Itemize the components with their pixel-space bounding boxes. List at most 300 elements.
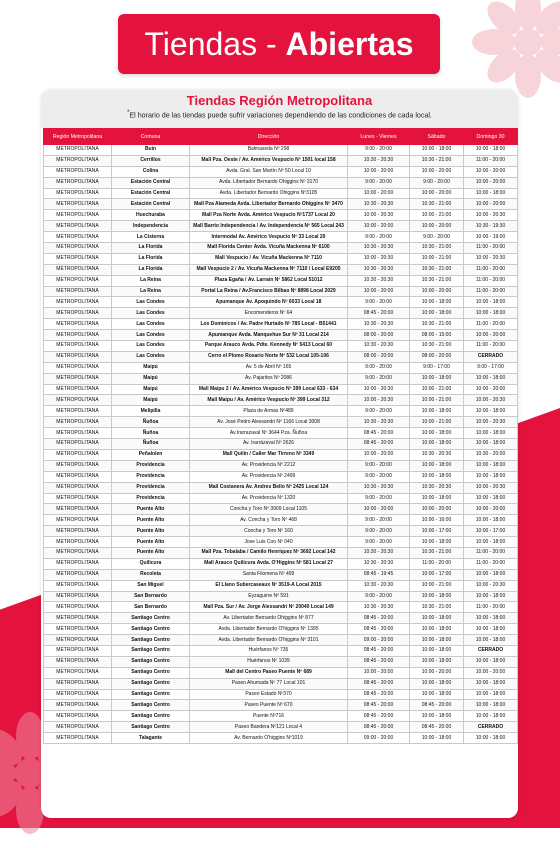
cell-direccion [190, 482, 348, 493]
cell-sunday: 10:00 - 20:30 [464, 482, 518, 493]
address-text: Paseo Puente Nº 670 [244, 701, 293, 708]
cell-direccion [190, 351, 348, 362]
cell-weekdays: 9:00 - 20:00 [348, 460, 410, 471]
cell-direccion [190, 602, 348, 613]
cell-region: METROPOLITANA [44, 689, 112, 700]
cell-direccion [190, 253, 348, 264]
cell-sunday: 10:00 - 18:00 [464, 678, 518, 689]
cell-region: METROPOLITANA [44, 526, 112, 537]
cell-sunday: 10:00 - 18:00 [464, 471, 518, 482]
address-text: Av. 5 de Abril Nº 165 [245, 364, 292, 371]
address-text: Avda. Américo Vespucio Nº1737 Local 20 [237, 211, 335, 218]
mall-name: Apumanque [215, 298, 245, 305]
address-text: Avda. Pdte. Kennedy Nº 5413 Local 60 [241, 342, 333, 349]
cell-region: METROPOLITANA [44, 275, 112, 286]
cell-sunday: 10:00 - 20:00 [464, 384, 518, 395]
cell-weekdays: 10:00 - 20:00 [348, 221, 410, 232]
cell-sunday: 10:00 - 18:00 [464, 635, 518, 646]
cell-direccion [190, 460, 348, 471]
cell-comuna: La Florida [112, 243, 190, 254]
cell-weekdays: 9:00 - 20:00 [348, 537, 410, 548]
address-text: Subercaseaux Nº 3519-A Local 2015 [236, 582, 322, 589]
cell-sunday: 10:00 - 18:00 [464, 656, 518, 667]
table-row [44, 362, 518, 373]
note-text: El horario de las tiendas puede sufrir variaciones dependiendo de las condiciones de cada local. [129, 111, 432, 120]
cell-weekdays: 10:30 - 20:30 [348, 547, 410, 558]
cell-region: METROPOLITANA [44, 155, 112, 166]
mall-name: Mall Pza Alameda [194, 200, 236, 207]
cell-weekdays: 09:00 - 20:00 [348, 733, 410, 744]
cell-direccion [190, 645, 348, 656]
cell-direccion [190, 232, 348, 243]
title-light: Tiendas - [144, 26, 286, 62]
address-text: Plaza de Armas Nº489 [243, 407, 294, 414]
cell-region: METROPOLITANA [44, 297, 112, 308]
cell-weekdays: 08:45 - 19:45 [348, 569, 410, 580]
address-text: Av. Américo Vespucio Nº 1501 local 158 [241, 157, 336, 164]
cell-direccion [190, 558, 348, 569]
cell-sunday: CERRADO [464, 351, 518, 362]
cell-region: METROPOLITANA [44, 264, 112, 275]
table-row [44, 341, 518, 352]
address-text: Av. Bernardo O'higgins Nº1019 [234, 734, 303, 741]
table-row [44, 558, 518, 569]
table-row [44, 449, 518, 460]
address-text: Eyzaguirre Nº 591 [248, 592, 289, 599]
cell-comuna: Maipú [112, 362, 190, 373]
address-text: Concha y Toro Nº 160 [244, 527, 293, 534]
address-text: Paseo Puente Nº 689 [262, 669, 312, 676]
cell-direccion [190, 330, 348, 341]
cell-weekdays: 10:00 - 20:30 [348, 253, 410, 264]
address-text: Avda. Libertador Bernardo Ohiggins Nº3105 [219, 190, 318, 196]
cell-weekdays: 08:00 - 20:00 [348, 330, 410, 341]
address-text: Rosario Norte Nº 532 Local 105-106 [245, 353, 329, 360]
cell-sunday: 10:00 - 18:00 [464, 188, 518, 199]
cell-region: METROPOLITANA [44, 243, 112, 254]
col-header-saturday: Sábado [410, 129, 464, 145]
cell-comuna: Colina [112, 166, 190, 177]
cell-comuna: La Reina [112, 275, 190, 286]
cell-sunday: 10:00 - 18:00 [464, 297, 518, 308]
cell-saturday: 10:00 - 18:00 [410, 493, 464, 504]
cell-comuna: San Bernardo [112, 591, 190, 602]
cell-weekdays: 10:30 - 20:30 [348, 558, 410, 569]
table-row [44, 504, 518, 515]
cell-weekdays: 9:00 - 20:00 [348, 515, 410, 526]
cell-comuna: Las Condes [112, 297, 190, 308]
cell-region: METROPOLITANA [44, 406, 112, 417]
cell-region: METROPOLITANA [44, 439, 112, 450]
table-row [44, 177, 518, 188]
cell-saturday: 10:30 - 21:00 [410, 602, 464, 613]
cell-region: METROPOLITANA [44, 613, 112, 624]
mall-name: Plaza Egaña / [214, 277, 247, 284]
cell-sunday: 10:00 - 20:30 [464, 417, 518, 428]
cell-region: METROPOLITANA [44, 537, 112, 548]
cell-direccion [190, 384, 348, 395]
cell-direccion [190, 406, 348, 417]
address-text: Encomenderos Nº 64 [244, 309, 293, 316]
table-row [44, 460, 518, 471]
table-row [44, 406, 518, 417]
cell-weekdays: 10:00 - 20:30 [348, 384, 410, 395]
cell-weekdays: 10:30 - 20:30 [348, 155, 410, 166]
table-row [44, 286, 518, 297]
address-text: Av. Padre Hurtado Nº 785 Local - B51441 [240, 320, 337, 327]
cell-weekdays: 10:30 - 20:30 [348, 602, 410, 613]
cell-weekdays: 08:45 - 20:00 [348, 689, 410, 700]
cell-region: METROPOLITANA [44, 733, 112, 744]
cell-comuna: Puente Alto [112, 526, 190, 537]
address-text: Av. Américo Vespucio Nº 399 Local 633 - 634 [232, 386, 339, 393]
cell-saturday: 10:00 - 20:00 [410, 188, 464, 199]
cell-saturday: 10:00 - 18:00 [410, 678, 464, 689]
cell-sunday: 10:00 - 17:00 [464, 526, 518, 537]
cell-saturday: 11:00 - 20:00 [410, 558, 464, 569]
cell-comuna: Puente Alto [112, 504, 190, 515]
table-row [44, 428, 518, 439]
cell-direccion [190, 308, 348, 319]
table-row [44, 526, 518, 537]
cell-saturday: 10:00 - 18:00 [410, 689, 464, 700]
cell-sunday: 10:00 - 18:00 [464, 711, 518, 722]
cell-sunday: 10:00 - 20:00 [464, 166, 518, 177]
cell-region: METROPOLITANA [44, 504, 112, 515]
cell-comuna: Peñalolen [112, 449, 190, 460]
cell-region: METROPOLITANA [44, 145, 112, 156]
card-title: Tiendas Región Metropolitana [186, 93, 373, 108]
col-header-region: Región Metropolitana [44, 129, 112, 145]
cell-direccion [190, 297, 348, 308]
cell-sunday: 10:00 - 20:00 [464, 504, 518, 515]
cell-comuna: Ñuñoa [112, 428, 190, 439]
cell-weekdays: 08:45 - 20:00 [348, 308, 410, 319]
mall-name: Parque Arauco [204, 342, 241, 349]
cell-direccion [190, 155, 348, 166]
cell-comuna: Santiago Centro [112, 645, 190, 656]
cell-comuna: La Florida [112, 264, 190, 275]
address-text: Av. Vicuña Mackenna Nº 7110 / Local E9205 [237, 266, 341, 273]
cell-region: METROPOLITANA [44, 656, 112, 667]
cell-saturday: 10:00 - 18:00 [410, 471, 464, 482]
cell-saturday: 10:00 - 18:00 [410, 406, 464, 417]
table-row [44, 384, 518, 395]
cell-sunday: 10:00 - 18:00 [464, 308, 518, 319]
cell-region: METROPOLITANA [44, 624, 112, 635]
address-text: Av. Andres Bello Nº 2425 Local 124 [245, 484, 329, 491]
cell-saturday: 10:00 - 18:00 [410, 460, 464, 471]
cell-comuna: Buin [112, 145, 190, 156]
table-row [44, 722, 518, 733]
cell-region: METROPOLITANA [44, 471, 112, 482]
cell-saturday: 10:00 - 18:00 [410, 613, 464, 624]
address-text: Av. Irarrázaval Nº 2626 [242, 440, 295, 447]
cell-comuna: Santiago Centro [112, 635, 190, 646]
table-row [44, 613, 518, 624]
cell-region: METROPOLITANA [44, 253, 112, 264]
cell-region: METROPOLITANA [44, 199, 112, 210]
table-row [44, 166, 518, 177]
table-row [44, 602, 518, 613]
cell-direccion [190, 635, 348, 646]
cell-sunday: 10:00 - 18:00 [464, 537, 518, 548]
cell-comuna: Las Condes [112, 308, 190, 319]
cell-sunday: 10:00 - 20:00 [464, 177, 518, 188]
address-text: Santa Filomena Nº 499 [242, 571, 295, 578]
cell-direccion [190, 199, 348, 210]
cell-weekdays: 10:30 - 20:30 [348, 199, 410, 210]
cell-region: METROPOLITANA [44, 373, 112, 384]
table-header-row [44, 129, 518, 145]
cell-comuna: Santiago Centro [112, 700, 190, 711]
table-row [44, 308, 518, 319]
table-row [44, 537, 518, 548]
cell-saturday: 10:00 - 17:00 [410, 526, 464, 537]
address-text: Paseo Ahumada Nº 77 Local 101 [231, 680, 306, 687]
cell-direccion [190, 537, 348, 548]
table-row [44, 417, 518, 428]
cell-comuna: La Cisterna [112, 232, 190, 243]
address-text: Av. Providencia Nº 2499 [241, 473, 296, 480]
cell-saturday: 10:00 - 18:00 [410, 537, 464, 548]
cell-sunday: 10:00 - 18:00 [464, 406, 518, 417]
cell-direccion [190, 613, 348, 624]
cell-sunday: 10:00 - 18:00 [464, 569, 518, 580]
cell-sunday: 10:00 - 20:30 [464, 210, 518, 221]
cell-comuna: Talagante [112, 733, 190, 744]
cell-region: METROPOLITANA [44, 449, 112, 460]
cell-weekdays: 10:00 - 20:00 [348, 449, 410, 460]
cell-comuna: Santiago Centro [112, 689, 190, 700]
cell-direccion [190, 275, 348, 286]
cell-comuna: Recoleta [112, 569, 190, 580]
cell-region: METROPOLITANA [44, 569, 112, 580]
cell-sunday: 11:00 - 20:00 [464, 558, 518, 569]
address-text: Av. Américo Vespucio Nº 33 Local 20 [238, 233, 326, 240]
table-row [44, 221, 518, 232]
cell-sunday: 10:00 - 18:00 [464, 493, 518, 504]
table-body [44, 145, 518, 744]
cell-sunday: 10:00 - 18:00 [464, 700, 518, 711]
cell-sunday: 11:00 - 20:00 [464, 243, 518, 254]
cell-comuna: Melipilla [112, 406, 190, 417]
cell-weekdays: 9:00 - 20:00 [348, 471, 410, 482]
mall-name: Mall Pza. Tobalaba / [201, 549, 249, 556]
mall-name: Portal La Reina / [201, 288, 241, 295]
cell-direccion [190, 417, 348, 428]
address-text: Camilo Henríquez Nº 3692 Local 142 [249, 549, 336, 556]
cell-saturday: 10:00 - 18:00 [410, 711, 464, 722]
cell-weekdays: 10:30 - 20:30 [348, 264, 410, 275]
cell-weekdays: 9:00 - 20:00 [348, 526, 410, 537]
cell-comuna: Maipú [112, 384, 190, 395]
cell-sunday: 10:00 - 18:00 [464, 613, 518, 624]
cell-region: METROPOLITANA [44, 602, 112, 613]
address-text: Av. Concha y Toro Nº 468 [240, 516, 297, 523]
cell-weekdays: 10:00 - 20:30 [348, 210, 410, 221]
cell-comuna: Santiago Centro [112, 667, 190, 678]
cell-saturday: 10:30 - 21:00 [410, 319, 464, 330]
table-row [44, 678, 518, 689]
cell-sunday: 10:00 - 20:30 [464, 395, 518, 406]
cell-weekdays: 08:45 - 20:00 [348, 613, 410, 624]
cell-comuna: Maipú [112, 373, 190, 384]
cell-sunday: 10:00 - 18:00 [464, 591, 518, 602]
cell-sunday: 10:00 - 18:00 [464, 145, 518, 156]
cell-weekdays: 10:30 - 20:30 [348, 341, 410, 352]
cell-saturday: 10:30 - 20:30 [410, 449, 464, 460]
cell-comuna: Estación Central [112, 199, 190, 210]
address-text: Avda. O'Higgins Nº 581 Local 27 [256, 560, 333, 567]
cell-direccion [190, 373, 348, 384]
cell-comuna: Providencia [112, 460, 190, 471]
address-text: Concha y Toro Nº 3909 Local 1105 [230, 505, 307, 512]
address-text: Huérfanos Nº 735 [248, 647, 289, 654]
mall-name: Intermodal [211, 233, 238, 240]
cell-comuna: Santiago Centro [112, 613, 190, 624]
cell-sunday: 11:00 - 20:00 [464, 341, 518, 352]
cell-weekdays: 10:30 - 20:30 [348, 580, 410, 591]
cell-weekdays: 08:45 - 20:00 [348, 624, 410, 635]
cell-comuna: La Reina [112, 286, 190, 297]
mall-name: Mall Maipu 2 / [198, 386, 232, 393]
cell-region: METROPOLITANA [44, 428, 112, 439]
cell-weekdays: 08:45 - 20:00 [348, 439, 410, 450]
cell-region: METROPOLITANA [44, 591, 112, 602]
cell-direccion [190, 145, 348, 156]
table-row [44, 253, 518, 264]
address-text: Paseo Bandera Nº121 Local 4 [234, 723, 303, 730]
cell-direccion [190, 286, 348, 297]
cell-region: METROPOLITANA [44, 188, 112, 199]
table-row [44, 373, 518, 384]
cell-saturday: 10:00 - 18:00 [410, 645, 464, 656]
cell-comuna: Santiago Centro [112, 624, 190, 635]
page-title-banner [118, 14, 440, 74]
cell-comuna: Las Condes [112, 330, 190, 341]
address-text: Av.Irarrazaval Nº 3644 Pza. Ñuñoa [229, 429, 308, 436]
cell-weekdays: 08:45 - 20:00 [348, 428, 410, 439]
cell-comuna: Estación Central [112, 188, 190, 199]
cell-direccion [190, 656, 348, 667]
cell-saturday: 08:45 - 20:00 [410, 700, 464, 711]
cell-saturday: 10:30 - 21:00 [410, 155, 464, 166]
card-note [41, 110, 518, 119]
cell-weekdays: 09:00 - 20:00 [348, 635, 410, 646]
cell-direccion [190, 580, 348, 591]
table-row [44, 635, 518, 646]
address-text: Avda. Libertador Bernardo O'higgins Nº 3101 [218, 636, 319, 643]
cell-weekdays: 08:45 - 20:00 [348, 711, 410, 722]
cell-saturday: 10:00 - 20:00 [410, 504, 464, 515]
cell-sunday: 11:00 - 20:00 [464, 264, 518, 275]
table-row [44, 733, 518, 744]
cell-saturday: 10:00 - 21:00 [410, 417, 464, 428]
address-text: Puente Nº716 [252, 712, 284, 719]
table-row [44, 188, 518, 199]
cell-weekdays: 10:00 - 20:00 [348, 667, 410, 678]
address-text: Av. José Pedro Alessandri Nº 1166 Local 3008 [217, 418, 320, 425]
cell-region: METROPOLITANA [44, 232, 112, 243]
cell-sunday: 10:00 - 20:00 [464, 667, 518, 678]
cell-region: METROPOLITANA [44, 711, 112, 722]
cell-saturday: 10:00 - 17:00 [410, 569, 464, 580]
cell-region: METROPOLITANA [44, 460, 112, 471]
cell-saturday: 9:00 - 20:00 [410, 177, 464, 188]
cell-weekdays: 9:00 - 20:00 [348, 145, 410, 156]
cell-saturday: 10:00 - 18:00 [410, 635, 464, 646]
table-row [44, 667, 518, 678]
cell-weekdays: 9:00 - 20:00 [348, 362, 410, 373]
cell-saturday: 10:00 - 20:00 [410, 286, 464, 297]
cell-saturday: 10:00 - 21:00 [410, 253, 464, 264]
cell-direccion [190, 341, 348, 352]
table-row [44, 275, 518, 286]
address-text: Huérfanos Nº 1039 [247, 658, 290, 665]
cell-comuna: Maipú [112, 395, 190, 406]
cell-sunday: 10:00 - 18:00 [464, 460, 518, 471]
cell-comuna: Las Condes [112, 319, 190, 330]
cell-saturday: 10:30 - 21:00 [410, 243, 464, 254]
cell-comuna: Estación Central [112, 177, 190, 188]
mall-name: Mall Vespucio / [215, 255, 251, 262]
table-row [44, 515, 518, 526]
cell-comuna: San Miguel [112, 580, 190, 591]
address-text: Jose Luis Coo Nº 040 [244, 538, 293, 545]
address-text: Paseo Estado Nº370 [245, 690, 292, 697]
cell-sunday: 10:00 - 20:30 [464, 580, 518, 591]
mall-name: Mall Pza. Sur / [203, 603, 237, 610]
cell-comuna: Santiago Centro [112, 722, 190, 733]
cell-region: METROPOLITANA [44, 319, 112, 330]
cell-region: METROPOLITANA [44, 166, 112, 177]
cell-region: METROPOLITANA [44, 417, 112, 428]
address-text: Avda. Vicuña Mackenna Nº 6100 [253, 244, 330, 251]
cell-region: METROPOLITANA [44, 210, 112, 221]
mall-name: Mall del Centro [225, 669, 262, 676]
cell-direccion [190, 547, 348, 558]
cell-direccion [190, 319, 348, 330]
cell-direccion [190, 493, 348, 504]
cell-saturday: 10:00 - 18:00 [410, 297, 464, 308]
cell-comuna: San Bernardo [112, 602, 190, 613]
cell-saturday: 10:00 - 18:00 [410, 656, 464, 667]
cell-region: METROPOLITANA [44, 645, 112, 656]
cell-comuna: Santiago Centro [112, 678, 190, 689]
cell-sunday: 11:00 - 20:00 [464, 602, 518, 613]
cell-region: METROPOLITANA [44, 384, 112, 395]
cell-weekdays: 9:00 - 20:00 [348, 373, 410, 384]
cell-saturday: 10:30 - 21:00 [410, 199, 464, 210]
cell-comuna: Huechuraba [112, 210, 190, 221]
cell-sunday: 10:00 - 18:00 [464, 624, 518, 635]
mall-name: Mall Florida Center [207, 244, 253, 251]
stores-card [41, 90, 518, 818]
cell-sunday: 11:00 - 20:00 [464, 155, 518, 166]
cell-sunday: 9:00 - 17:00 [464, 362, 518, 373]
cell-saturday: 08:00 - 20:00 [410, 351, 464, 362]
table-row [44, 471, 518, 482]
cell-direccion [190, 362, 348, 373]
cell-saturday: 10:30 - 21:00 [410, 264, 464, 275]
table-row [44, 689, 518, 700]
cell-sunday: 10:00 - 18:00 [464, 428, 518, 439]
address-text: Avda. Gral. San Martín Nº 50 Local 10 [226, 168, 311, 175]
cell-sunday: 10:00 - 19:00 [464, 232, 518, 243]
cell-comuna: Santiago Centro [112, 711, 190, 722]
cell-sunday: CERRADO [464, 722, 518, 733]
